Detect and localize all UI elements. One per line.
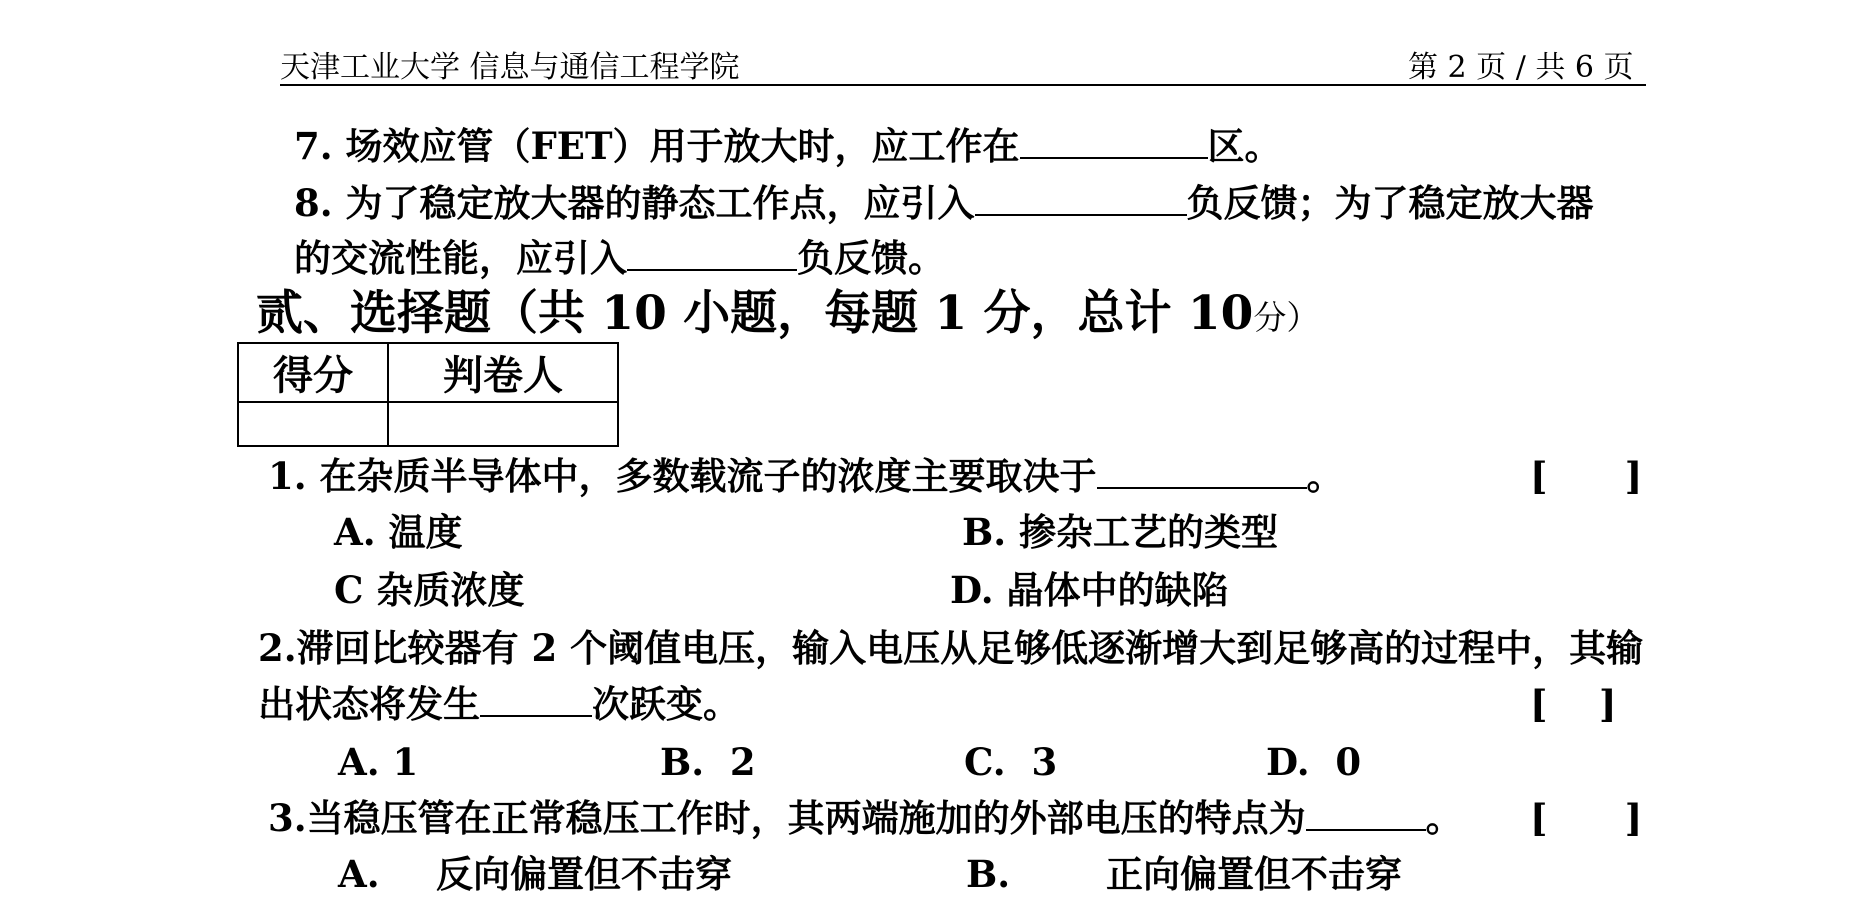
- question-8-cont: 的交流性能，应引入: [294, 236, 627, 280]
- question-7-end: 区。: [1207, 124, 1282, 168]
- choice-question-1-end: 。: [1306, 454, 1344, 498]
- choice-question-1: [268, 454, 1344, 498]
- choice-question-2-line1: 2.滞回比较器有 2 个阈值电压，输入电压从足够低逐渐增大到足够高的过程中，其输: [258, 626, 1644, 670]
- question-8-text: 8. 为了稳定放大器的静态工作点，应引入: [294, 181, 975, 225]
- score-cell[interactable]: [238, 402, 388, 446]
- option-1b: B. 掺杂工艺的类型: [962, 510, 1279, 554]
- option-2d: D. 0: [1266, 740, 1362, 784]
- answer-bracket[interactable]: [ ]: [1530, 682, 1617, 726]
- question-8-end: 负反馈。: [797, 236, 945, 280]
- choice-question-2-end: 次跃变。: [592, 682, 740, 726]
- section-title-tail: 分）: [1253, 298, 1320, 337]
- question-8-line2: [294, 236, 945, 280]
- option-3b-text: 正向偏置但不击穿: [1106, 852, 1402, 896]
- score-table: [237, 342, 619, 447]
- answer-blank: [1020, 127, 1208, 159]
- choice-question-2-text: 出状态将发生: [258, 682, 480, 726]
- option-1a: A. 温度: [334, 510, 463, 554]
- option-2a: A. 1: [338, 740, 419, 784]
- option-3a-letter: A.: [338, 852, 380, 896]
- header-page-number: 第 2 页 / 共 6 页: [1408, 50, 1634, 85]
- answer-bracket[interactable]: [ ]: [1530, 796, 1643, 840]
- option-3a-text: 反向偏置但不击穿: [436, 852, 732, 896]
- option-1c: C 杂质浓度: [334, 568, 525, 612]
- header-rule: [280, 84, 1646, 86]
- question-8-mid: 负反馈；为了稳定放大器: [1186, 181, 1594, 225]
- grader-cell[interactable]: [388, 402, 618, 446]
- question-7-text: 7. 场效应管（FET）用于放大时，应工作在: [294, 124, 1020, 168]
- question-7: [294, 124, 1282, 168]
- question-8-line1: [294, 181, 1594, 225]
- answer-blank: [1097, 457, 1307, 489]
- choice-question-3-text: 3.当稳压管在正常稳压工作时，其两端施加的外部电压的特点为: [268, 796, 1306, 840]
- option-3b-letter: B.: [966, 852, 1011, 896]
- choice-question-1-text: 1. 在杂质半导体中，多数载流子的浓度主要取决于: [268, 454, 1097, 498]
- option-2b: B. 2: [660, 740, 756, 784]
- answer-blank: [1306, 799, 1426, 831]
- section-title-main: 贰、选择题（共 10 小题，每题 1 分，总计 10: [256, 286, 1254, 341]
- score-header: 得分: [238, 343, 388, 402]
- choice-question-2-line2: [258, 682, 740, 726]
- answer-bracket[interactable]: [ ]: [1530, 454, 1643, 498]
- choice-question-3: [268, 796, 1463, 840]
- option-1d: D. 晶体中的缺陷: [950, 568, 1229, 612]
- grader-header: 判卷人: [388, 343, 618, 402]
- answer-blank: [975, 184, 1187, 216]
- answer-blank: [480, 685, 592, 717]
- choice-question-3-end: 。: [1425, 796, 1463, 840]
- option-2c: C. 3: [964, 740, 1058, 784]
- answer-blank: [627, 239, 797, 271]
- section-title: [256, 286, 1319, 346]
- header-school: 天津工业大学 信息与通信工程学院: [280, 50, 740, 85]
